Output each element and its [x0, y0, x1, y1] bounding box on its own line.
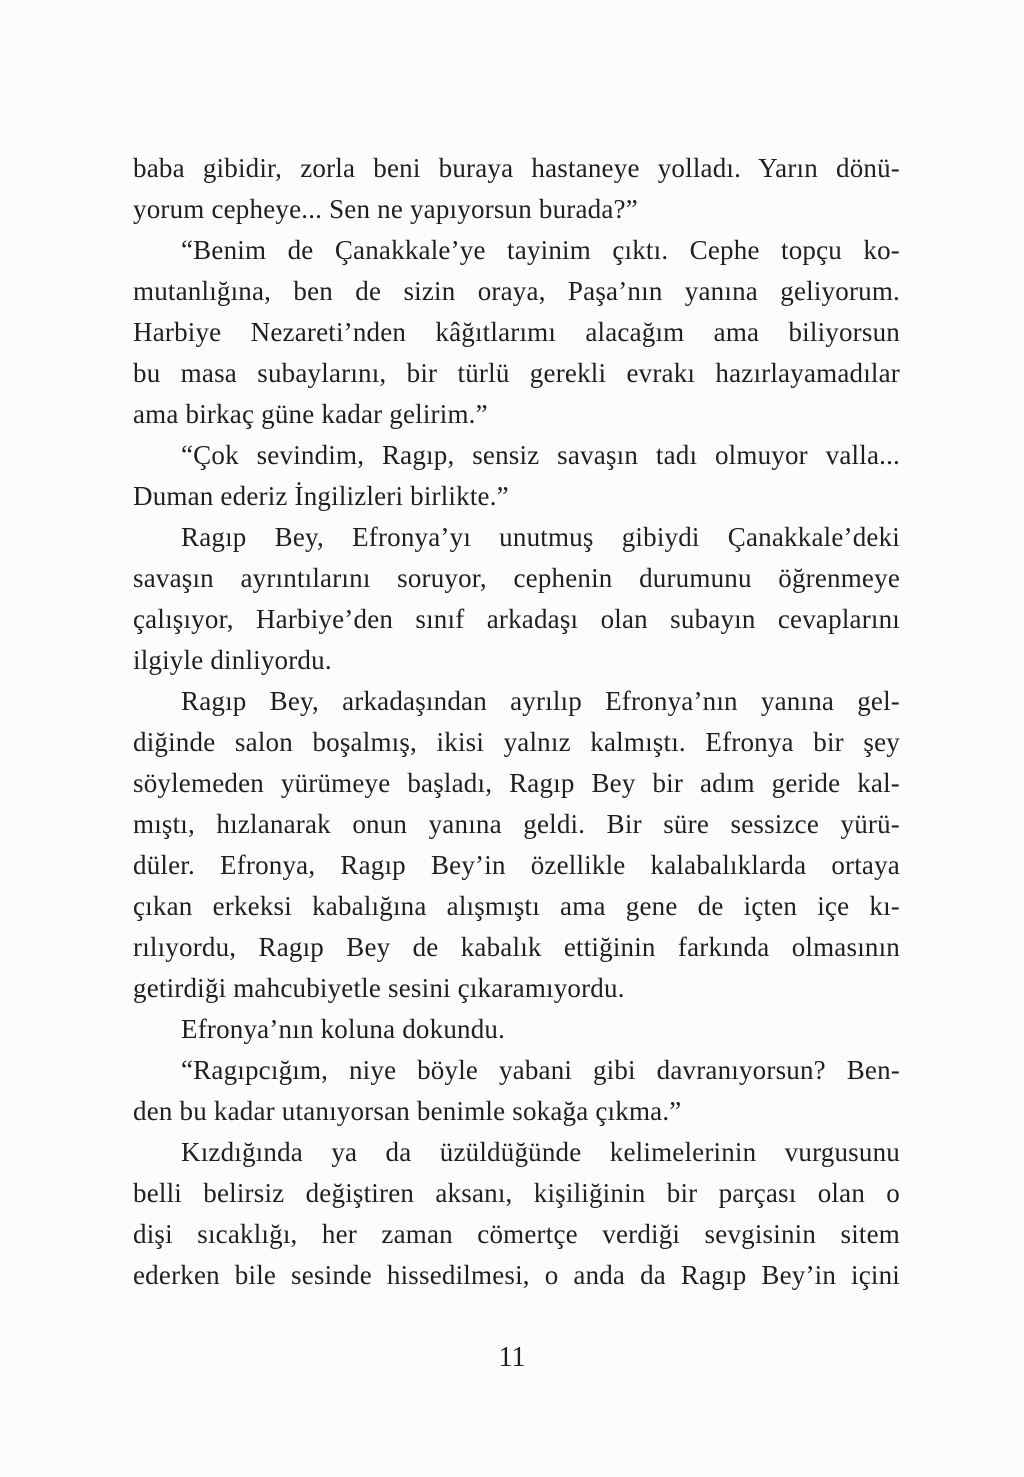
- body-text: [133, 148, 900, 1296]
- text-line: baba gibidir, zorla beni buraya hastaneye yolladı. Yarın dönü-: [133, 153, 900, 183]
- text-line: den bu kadar utanıyorsan benimle sokağa çıkma.”: [133, 1096, 682, 1126]
- text-line: bu masa subaylarını, bir türlü gerekli evrakı hazırlayamadılar: [133, 358, 900, 388]
- text-line: Kızdığında ya da üzüldüğünde kelimelerinin vurgusunu: [181, 1137, 900, 1167]
- text-line: çalışıyor, Harbiye’den sınıf arkadaşı olan subayın cevaplarını: [133, 604, 900, 634]
- text-line: belli belirsiz değiştiren aksanı, kişiliğinin bir parçası olan o: [133, 1178, 900, 1208]
- text-line: savaşın ayrıntılarını soruyor, cephenin durumunu öğrenmeye: [133, 563, 900, 593]
- text-line: söylemeden yürümeye başladı, Ragıp Bey bir adım geride kal-: [133, 768, 900, 798]
- text-line: “Ragıpcığım, niye böyle yabani gibi davranıyorsun? Ben-: [181, 1055, 900, 1085]
- text-line: Ragıp Bey, Efronya’yı unutmuş gibiydi Çanakkale’deki: [181, 522, 900, 552]
- text-line: ilgiyle dinliyordu.: [133, 645, 332, 675]
- text-line: Harbiye Nezareti’nden kâğıtlarımı alacağım ama biliyorsun: [133, 317, 900, 347]
- text-line: Duman ederiz İngilizleri birlikte.”: [133, 481, 509, 511]
- text-line: çıkan erkeksi kabalığına alışmıştı ama gene de içten içe kı-: [133, 891, 900, 921]
- text-line: düler. Efronya, Ragıp Bey’in özellikle kalabalıklarda ortaya: [133, 850, 900, 880]
- text-line: dişi sıcaklığı, her zaman cömertçe verdiği sevgisinin sitem: [133, 1219, 900, 1249]
- text-line: Efronya’nın koluna dokundu.: [181, 1014, 506, 1044]
- text-line: diğinde salon boşalmış, ikisi yalnız kalmıştı. Efronya bir şey: [133, 727, 900, 757]
- text-line: rılıyordu, Ragıp Bey de kabalık ettiğinin farkında olmasının: [133, 932, 900, 962]
- text-line: mıştı, hızlanarak onun yanına geldi. Bir süre sessizce yürü-: [133, 809, 900, 839]
- text-line: “Çok sevindim, Ragıp, sensiz savaşın tadı olmuyor valla...: [181, 440, 900, 470]
- text-line: yorum cepheye... Sen ne yapıyorsun burada?”: [133, 194, 638, 224]
- text-line: Ragıp Bey, arkadaşından ayrılıp Efronya’nın yanına gel-: [181, 686, 900, 716]
- text-line: ama birkaç güne kadar gelirim.”: [133, 399, 488, 429]
- text-line: mutanlığına, ben de sizin oraya, Paşa’nın yanına geliyorum.: [133, 276, 900, 306]
- text-line: “Benim de Çanakkale’ye tayinim çıktı. Cephe topçu ko-: [181, 235, 900, 265]
- text-line: ederken bile sesinde hissedilmesi, o anda da Ragıp Bey’in içini: [133, 1260, 900, 1290]
- page-number: 11: [498, 1342, 526, 1373]
- text-line: getirdiği mahcubiyetle sesini çıkaramıyordu.: [133, 973, 625, 1003]
